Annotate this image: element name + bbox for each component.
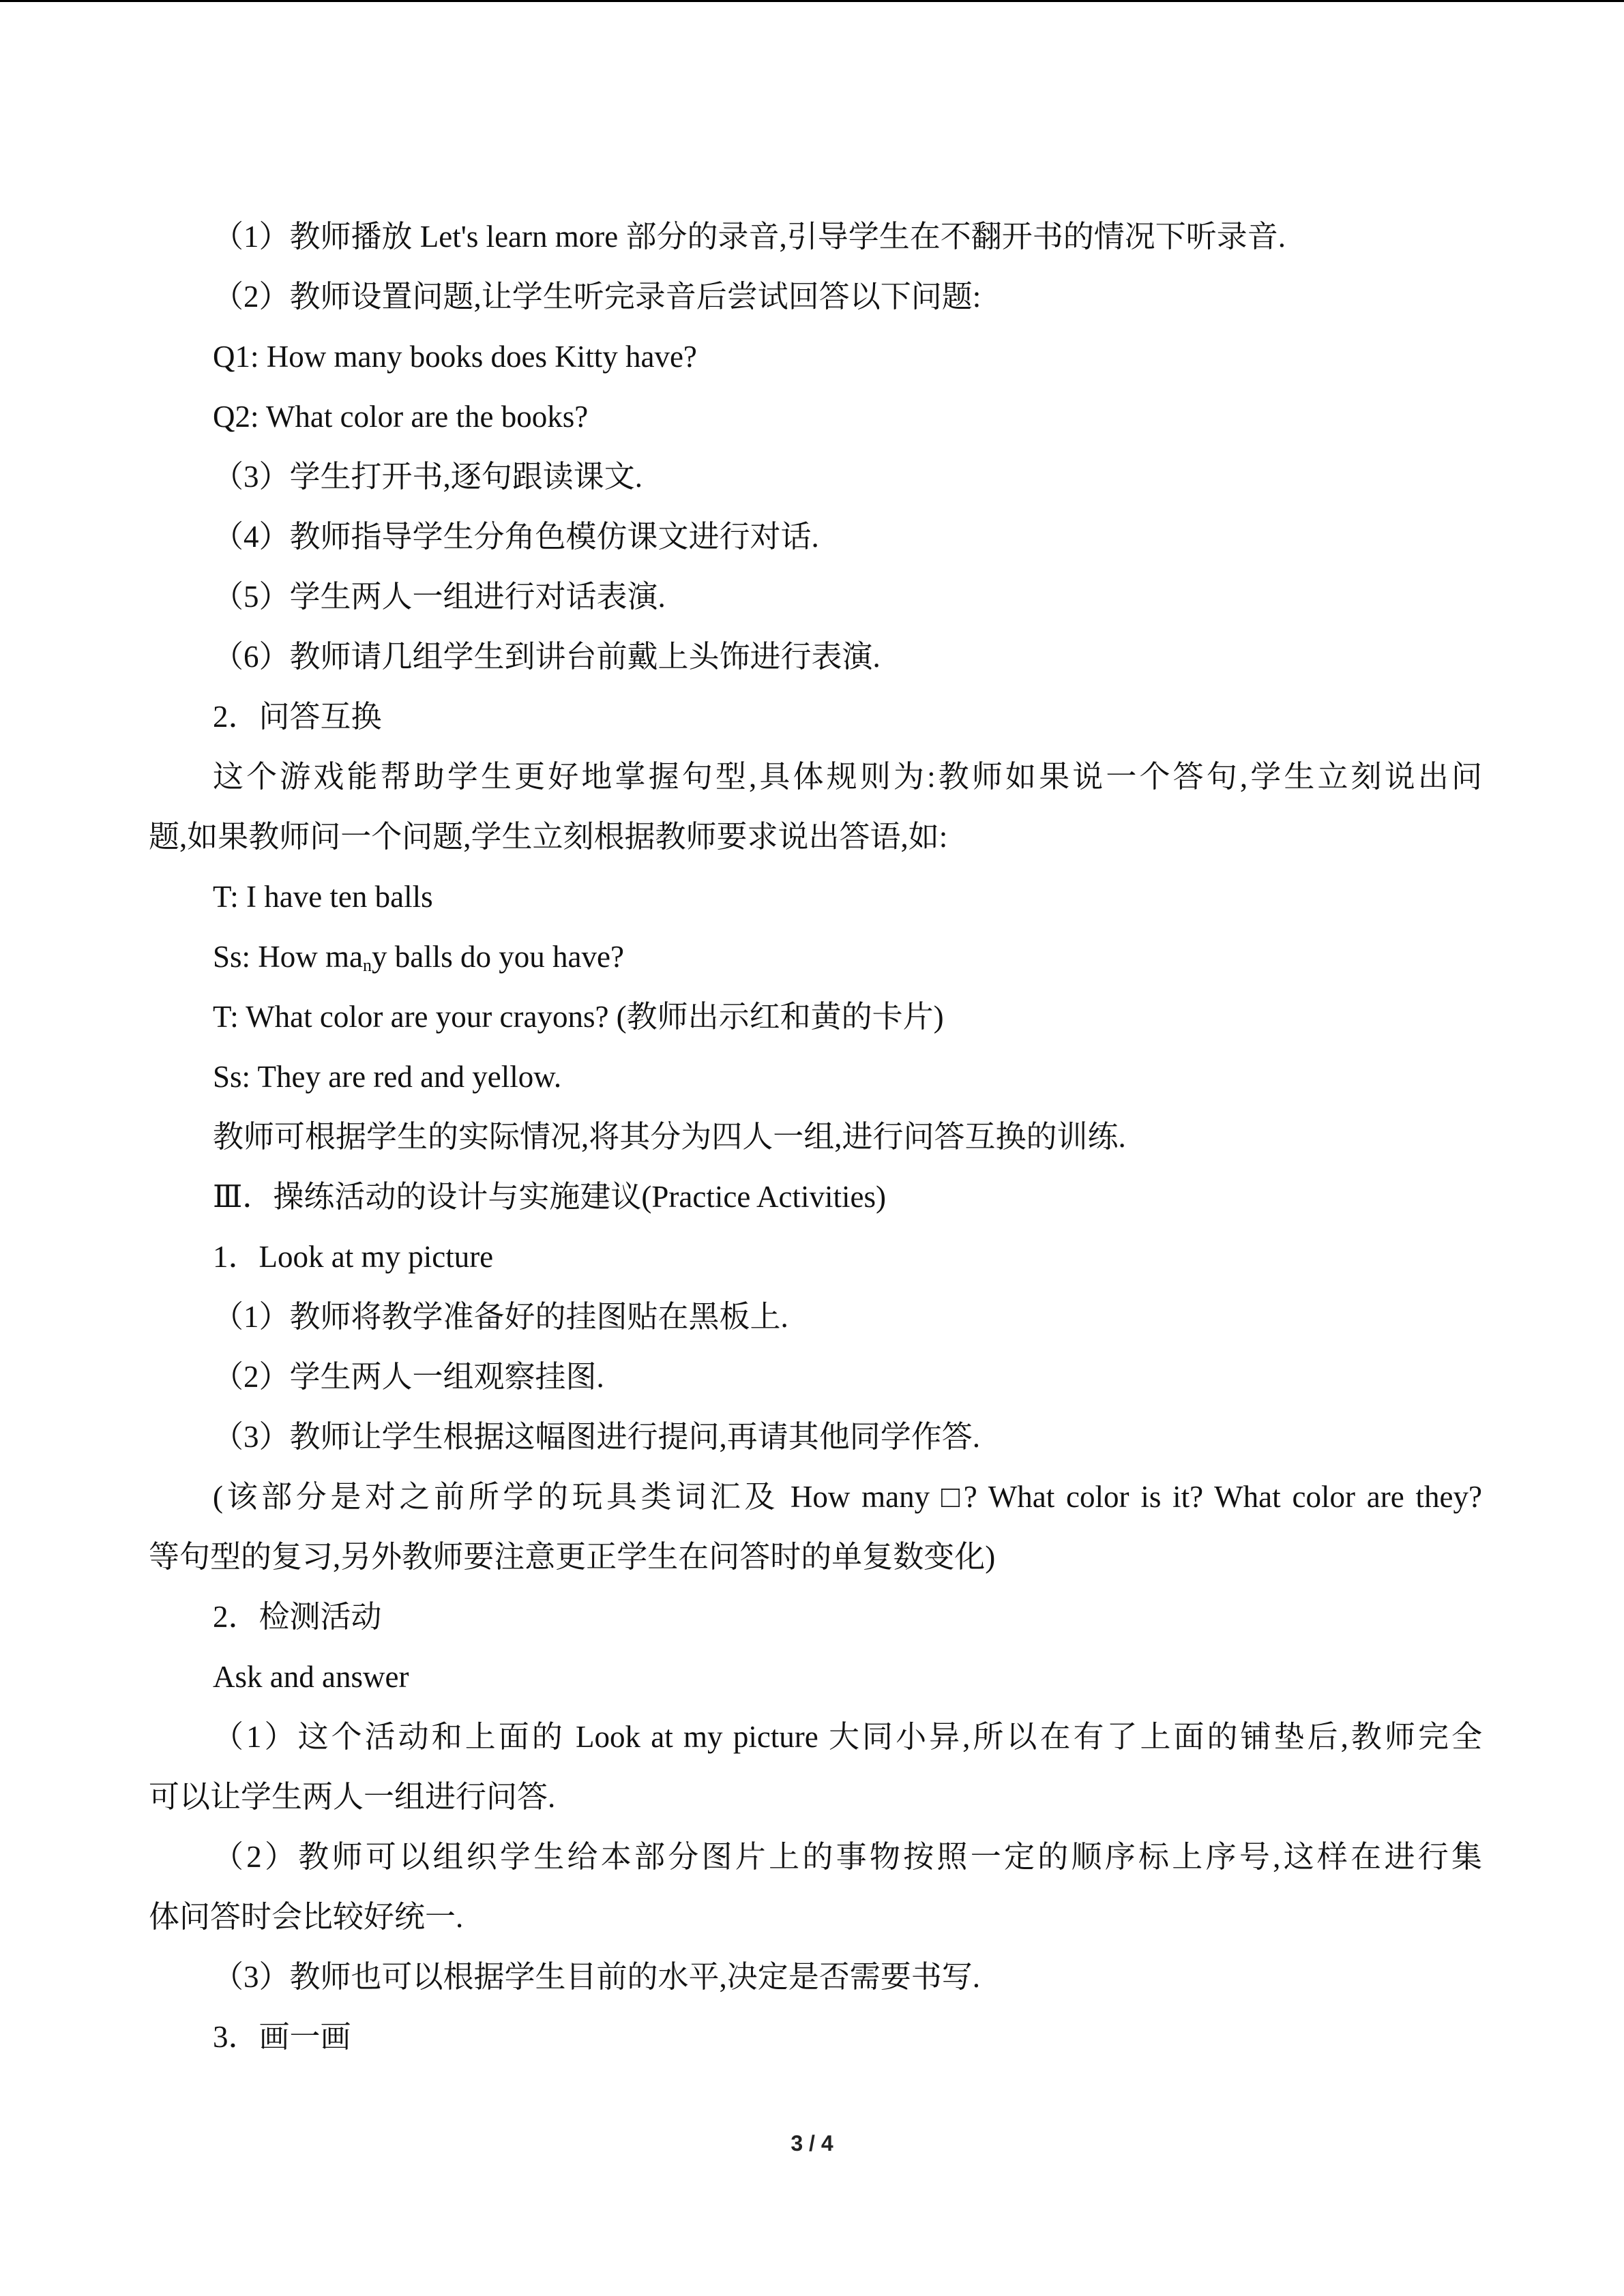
subheading-assessment: 2．检测活动	[213, 1600, 382, 1634]
document-body	[149, 207, 1482, 2067]
paragraph-review-note-line2: 等句型的复习,另外教师要注意更正学生在问答时的单复数变化)	[149, 1540, 996, 1574]
question-2: Q2: What color are the books?	[213, 400, 589, 434]
assessment-step-2-line1: （2）教师可以组织学生给本部分图片上的事物按照一定的顺序标上序号,这样在进行集	[213, 1840, 1482, 1874]
paragraph-game-rules-line2: 题,如果教师问一个问题,学生立刻根据教师要求说出答语,如:	[149, 820, 948, 854]
assessment-step-3: （3）教师也可以根据学生目前的水平,决定是否需要书写.	[213, 1960, 981, 1994]
subheading-look-at-my-picture: 1．Look at my picture	[213, 1240, 494, 1274]
assessment-step-1-line2: 可以让学生两人一组进行问答.	[149, 1780, 556, 1814]
subheading-draw: 3．画一画	[213, 2020, 351, 2054]
paragraph-step-2: （2）教师设置问题,让学生听完录音后尝试回答以下问题:	[213, 280, 981, 314]
assessment-step-1-line1: （1）这个活动和上面的 Look at my picture 大同小异,所以在有了上面的铺垫后,教师完全	[213, 1720, 1482, 1754]
paragraph-step-6: （6）教师请几组学生到讲台前戴上头饰进行表演.	[213, 640, 881, 674]
practice-step-2: （2）学生两人一组观察挂图.	[213, 1360, 604, 1394]
practice-step-3: （3）教师让学生根据这幅图进行提问,再请其他同学作答.	[213, 1420, 981, 1454]
dialogue-students-1-pre: Ss: How ma	[213, 940, 364, 974]
paragraph-step-4: （4）教师指导学生分角色模仿课文进行对话.	[213, 520, 819, 554]
paragraph-step-3: （3）学生打开书,逐句跟读课文.	[213, 460, 643, 494]
practice-step-1: （1）教师将教学准备好的挂图贴在黑板上.	[213, 1300, 788, 1334]
paragraph-game-rules-line1: 这个游戏能帮助学生更好地掌握句型,具体规则为:教师如果说一个答句,学生立刻说出问	[213, 760, 1482, 794]
section-heading-practice-activities: Ⅲ．操练活动的设计与实施建议(Practice Activities)	[213, 1180, 887, 1214]
assessment-step-2-line2: 体问答时会比较好统一.	[149, 1900, 464, 1934]
page-number: 3 / 4	[791, 2131, 833, 2156]
dialogue-students-1-sub: n	[363, 955, 372, 975]
paragraph-step-1: （1）教师播放 Let's learn more 部分的录音,引导学生在不翻开书的情况下听录音.	[213, 220, 1286, 254]
dialogue-students-2: Ss: They are red and yellow.	[213, 1060, 562, 1094]
dialogue-students-1-post: y balls do you have?	[372, 940, 624, 974]
dialogue-students-1	[149, 927, 1482, 987]
subheading-ask-and-answer: Ask and answer	[213, 1660, 409, 1694]
dialogue-teacher-2: T: What color are your crayons? (教师出示红和黄的卡片)	[213, 1000, 944, 1034]
dialogue-teacher-1: T: I have ten balls	[213, 880, 433, 914]
paragraph-review-note-line1: (该部分是对之前所学的玩具类词汇及 How many □? What color is it? What color are they?	[213, 1480, 1482, 1514]
section-heading-qa-swap: 2．问答互换	[213, 700, 382, 734]
paragraph-step-5: （5）学生两人一组进行对话表演.	[213, 580, 666, 614]
question-1: Q1: How many books does Kitty have?	[213, 340, 697, 374]
paragraph-group-training: 教师可根据学生的实际情况,将其分为四人一组,进行问答互换的训练.	[213, 1120, 1126, 1154]
